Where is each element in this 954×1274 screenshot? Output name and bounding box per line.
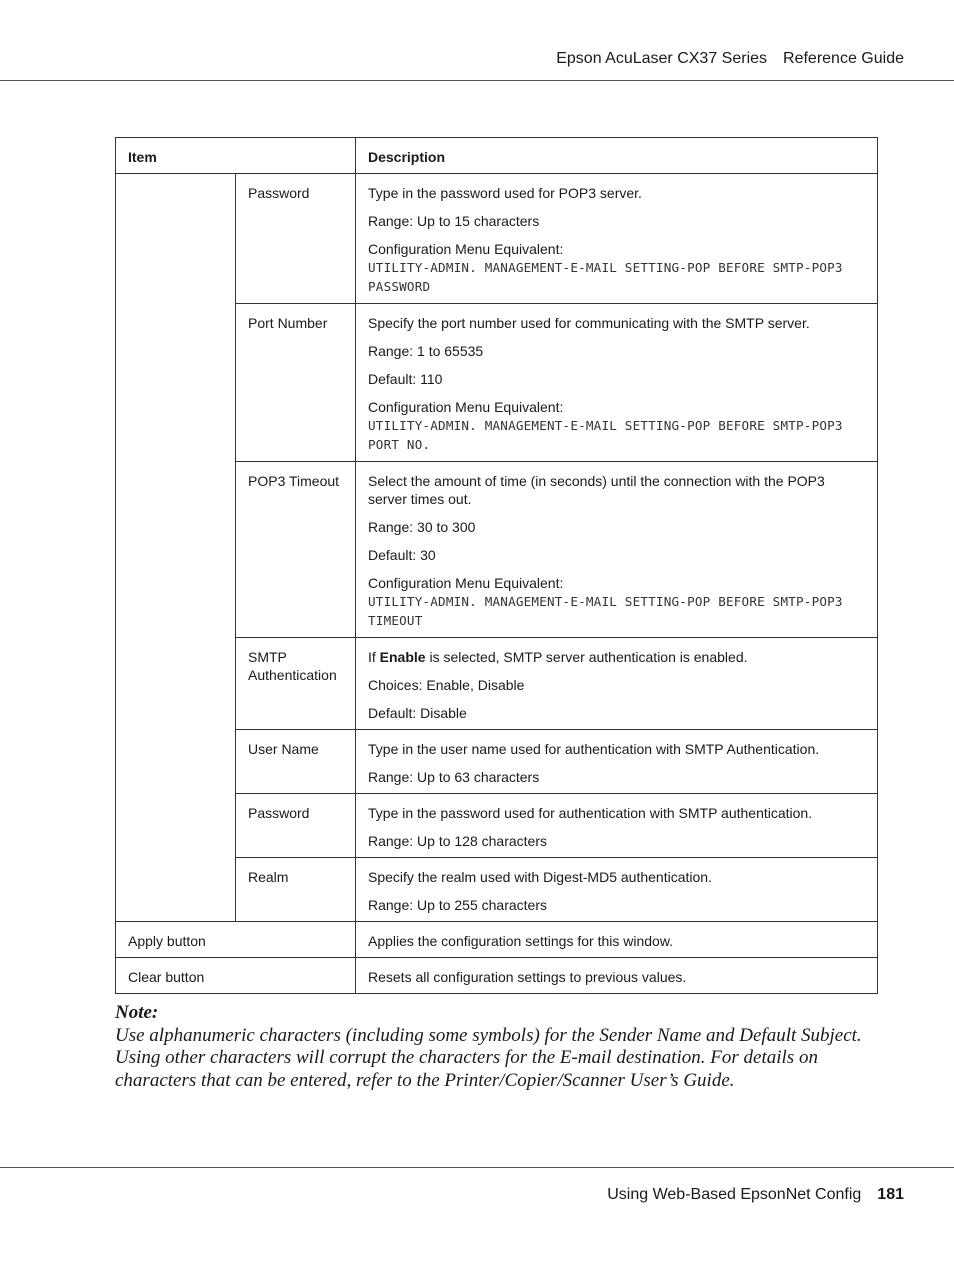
header-rule	[0, 80, 954, 81]
note-title: Note:	[115, 1002, 159, 1023]
range-text: Range: 30 to 300	[368, 519, 476, 535]
default-text: Default: 30	[368, 547, 436, 563]
description-text: Specify the port number used for communicating with the SMTP server.	[368, 315, 810, 331]
item-cell: POP3 Timeout	[236, 462, 356, 638]
footer-rule	[0, 1167, 954, 1168]
default-text: Default: 110	[368, 371, 443, 387]
choices-text: Choices: Enable, Disable	[368, 677, 525, 693]
running-footer	[607, 1186, 904, 1204]
item-cell: Clear button	[116, 958, 356, 994]
range-text: Range: Up to 255 characters	[368, 897, 547, 913]
parent-item-cell	[116, 174, 236, 922]
note-block	[115, 1002, 883, 1092]
item-cell: User Name	[236, 730, 356, 794]
config-label: Configuration Menu Equivalent:	[368, 575, 564, 591]
col-header-description: Description	[356, 138, 878, 174]
item-cell: Password	[236, 174, 356, 304]
page-number: 181	[877, 1186, 904, 1203]
config-label: Configuration Menu Equivalent:	[368, 399, 564, 415]
range-text: Range: Up to 63 characters	[368, 769, 540, 785]
item-cell: Realm	[236, 858, 356, 922]
config-path: UTILITY-ADMIN. MANAGEMENT-E-MAIL SETTING-POP BEFORE SMTP-POP3 PORT NO.	[368, 418, 843, 452]
description-cell	[356, 730, 878, 794]
description-cell: Resets all configuration settings to previous values.	[356, 958, 878, 994]
config-equivalent	[368, 398, 865, 454]
desc-bold: Enable	[379, 649, 426, 665]
description-cell	[356, 462, 878, 638]
description-text: Select the amount of time (in seconds) until the connection with the POP3 server times out.	[368, 473, 825, 507]
description-cell	[356, 638, 878, 730]
range-text: Range: 1 to 65535	[368, 343, 484, 359]
description-cell	[356, 794, 878, 858]
config-path: UTILITY-ADMIN. MANAGEMENT-E-MAIL SETTING-POP BEFORE SMTP-POP3 TIMEOUT	[368, 594, 843, 628]
header-product: Epson AcuLaser CX37 Series	[556, 50, 768, 67]
config-label: Configuration Menu Equivalent:	[368, 241, 564, 257]
default-text: Default: Disable	[368, 705, 467, 721]
desc-prefix: If	[368, 649, 380, 665]
config-equivalent	[368, 240, 865, 296]
description-cell	[356, 304, 878, 462]
running-header	[556, 50, 904, 68]
range-text: Range: Up to 15 characters	[368, 213, 540, 229]
item-cell: SMTP Authentication	[236, 638, 356, 730]
description-cell	[356, 858, 878, 922]
table-row	[116, 922, 878, 958]
table-header-row	[116, 138, 878, 174]
item-cell: Apply button	[116, 922, 356, 958]
description-text: Type in the password used for POP3 server.	[368, 185, 642, 201]
note-text: Use alphanumeric characters (including some symbols) for the Sender Name and Default Subject. Using other characters will corrupt the characters for the E-mail destination. For details on characters that can be entered, refer to the Printer/Copier/Scanner User’s Guide.	[115, 1024, 862, 1091]
description-cell	[356, 174, 878, 304]
desc-suffix: is selected, SMTP server authentication is enabled.	[425, 649, 748, 665]
description-cell: Applies the configuration settings for this window.	[356, 922, 878, 958]
config-path: UTILITY-ADMIN. MANAGEMENT-E-MAIL SETTING-POP BEFORE SMTP-POP3 PASSWORD	[368, 260, 843, 294]
description-text: Specify the realm used with Digest-MD5 authentication.	[368, 869, 712, 885]
description-text	[368, 648, 865, 666]
description-text: Type in the user name used for authentication with SMTP Authentication.	[368, 741, 820, 757]
footer-section: Using Web-Based EpsonNet Config	[607, 1186, 862, 1203]
config-equivalent	[368, 574, 865, 630]
item-cell: Port Number	[236, 304, 356, 462]
table-row	[116, 174, 878, 304]
table-row	[116, 958, 878, 994]
settings-table	[115, 137, 878, 994]
header-guide: Reference Guide	[783, 50, 904, 67]
range-text: Range: Up to 128 characters	[368, 833, 547, 849]
description-text: Type in the password used for authentication with SMTP authentication.	[368, 805, 813, 821]
col-header-item: Item	[116, 138, 356, 174]
item-cell: Password	[236, 794, 356, 858]
